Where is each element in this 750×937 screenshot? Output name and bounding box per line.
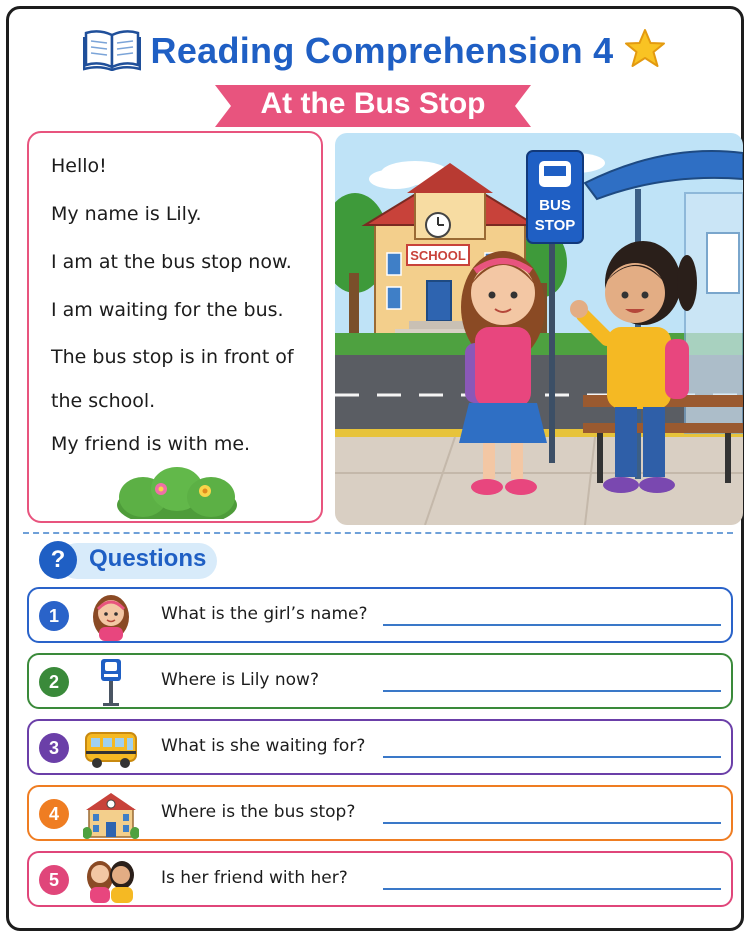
question-text: Where is the bus stop?: [161, 802, 356, 822]
question-text: Where is Lily now?: [161, 670, 319, 690]
page-title: Reading Comprehension 4: [150, 30, 614, 71]
story-line: The bus stop is in front of: [51, 346, 294, 368]
question-number: 5: [39, 865, 69, 895]
answer-line[interactable]: [383, 822, 721, 824]
story-line: Hello!: [51, 155, 107, 177]
star-icon: [623, 27, 667, 75]
worksheet: [6, 6, 744, 931]
bus-sign-text-1: BUS: [539, 197, 571, 214]
question-row-2: [27, 653, 733, 709]
story-line: I am at the bus stop now.: [51, 251, 292, 273]
question-row-4: [27, 785, 733, 841]
girl-icon: [83, 591, 139, 641]
question-row-5: [27, 851, 733, 907]
question-text: What is she waiting for?: [161, 736, 366, 756]
questions-header: [39, 541, 217, 581]
bus-stop-illustration: [335, 133, 743, 525]
story-line: My name is Lily.: [51, 203, 202, 225]
school-sign-text: SCHOOL: [410, 248, 466, 263]
bus-stop-sign-icon: [83, 657, 139, 707]
school-bus-icon: [83, 723, 139, 773]
book-icon: [83, 27, 141, 75]
question-number: 1: [39, 601, 69, 631]
subtitle: At the Bus Stop: [260, 87, 486, 120]
question-text: Is her friend with her?: [161, 868, 348, 888]
bus-sign-text-2: STOP: [534, 217, 576, 234]
question-mark-icon: ?: [39, 541, 77, 579]
questions-title: Questions: [89, 545, 207, 572]
subtitle-ribbon: [215, 81, 531, 129]
answer-line[interactable]: [383, 756, 721, 758]
title-row: [9, 25, 741, 77]
answer-line[interactable]: [383, 888, 721, 890]
school-building-icon: [83, 789, 139, 839]
story-line: My friend is with me.: [51, 433, 251, 455]
story-line: I am waiting for the bus.: [51, 299, 284, 321]
question-number: 3: [39, 733, 69, 763]
story-line: the school.: [51, 390, 156, 412]
question-number: 2: [39, 667, 69, 697]
question-number: 4: [39, 799, 69, 829]
answer-line[interactable]: [383, 690, 721, 692]
story-box: [27, 131, 323, 523]
section-divider: [23, 532, 733, 534]
question-row-1: [27, 587, 733, 643]
question-text: What is the girl’s name?: [161, 604, 368, 624]
answer-line[interactable]: [383, 624, 721, 626]
two-friends-icon: [83, 855, 139, 905]
flower-bush-icon: [113, 459, 241, 523]
question-row-3: [27, 719, 733, 775]
